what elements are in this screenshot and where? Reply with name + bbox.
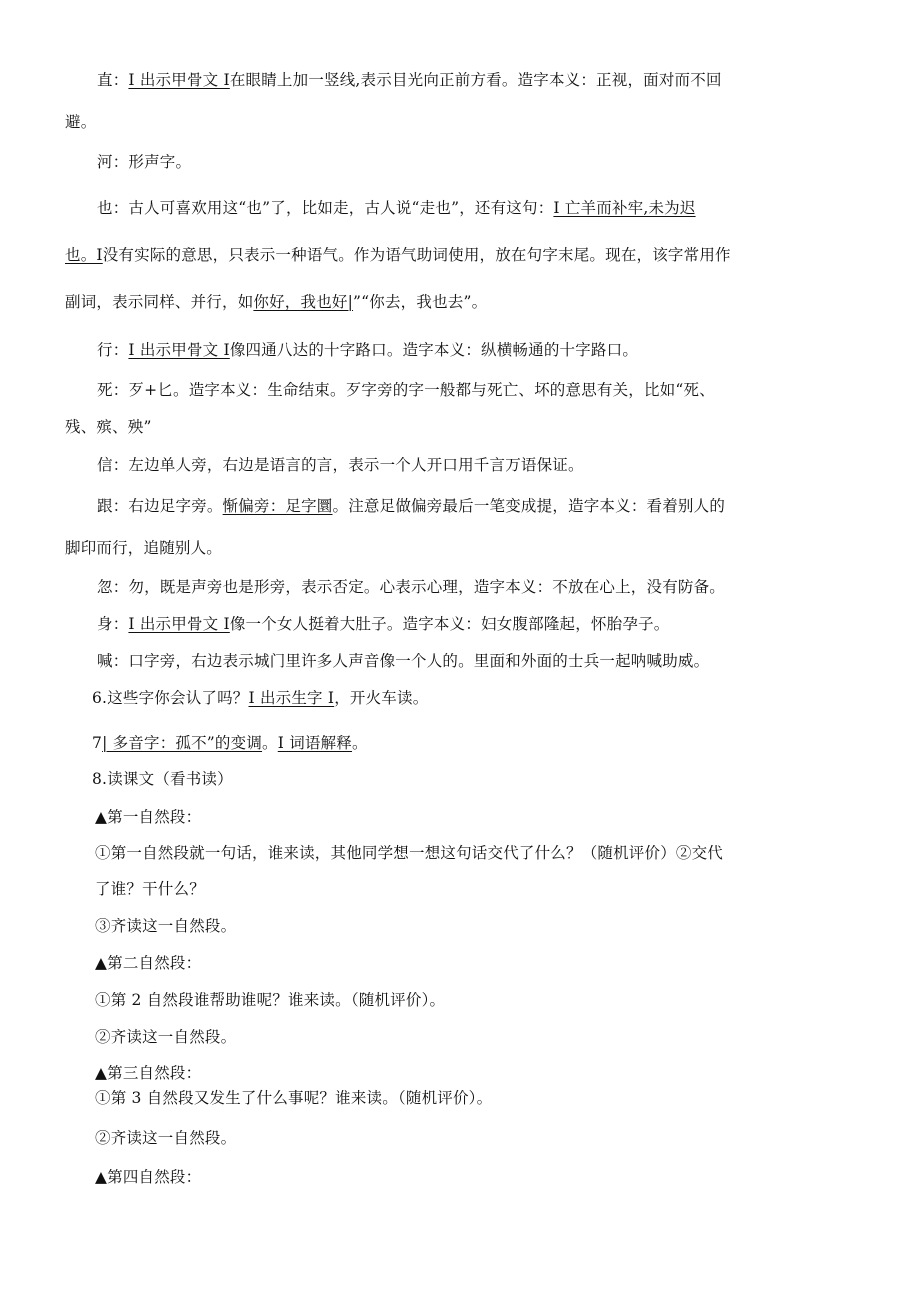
text: 像一个女人挺着大肚子。造字本义：妇女腹部隆起，怀胎孕子。: [229, 615, 670, 633]
line-p2-q2: ②齐读这一自然段。: [95, 1028, 237, 1046]
text: ，开火车读。: [334, 689, 429, 707]
line-ye-cont-1: [65, 245, 731, 265]
line-si-cont: 残、殡、殃”: [65, 418, 152, 436]
line-p1-q1: ①第一自然段就一句话，谁来读，其他同学想一想这句话交代了什么？（随机评价）②交代: [95, 844, 724, 862]
section-heading-2: ▲第二自然段：: [95, 954, 202, 972]
text: 。: [262, 734, 278, 752]
line-si: 死：歹+匕。造字本义：生命结束。歹字旁的字一般都与死亡、坏的意思有关，比如“死、: [97, 381, 715, 399]
text: ”“你去，我也去”。: [353, 293, 488, 311]
text: 没有实际的意思，只表示一种语气。作为语气助词使用，放在句字末尾。现在，该字常用作: [102, 246, 731, 264]
line-p1-q1-cont: 了谁？干什么？: [95, 880, 205, 898]
line-zhi: [97, 70, 722, 90]
text: 行：: [97, 341, 129, 359]
text: 6.这些字你会认了吗？: [92, 689, 249, 707]
line-xing: [97, 340, 638, 360]
line-p3-q2: ②齐读这一自然段。: [95, 1129, 237, 1147]
section-heading-3: ▲第三自然段：: [95, 1064, 202, 1082]
text: 7: [92, 734, 103, 752]
underlined-text: I 词语解释: [277, 734, 353, 752]
text: 直：: [97, 71, 129, 89]
section-heading-1: ▲第一自然段：: [95, 808, 202, 826]
line-hu: 忽：勿，既是声旁也是形旁，表示否定。心表示心理，造字本义：不放在心上，没有防备。: [97, 578, 726, 596]
line-zhi-cont: 避。: [65, 113, 97, 131]
text: 在眼睛上加一竖线,表示目光向正前方看。造字本义：正视，面对而不回: [229, 71, 722, 89]
line-han: 喊：口字旁，右边表示城门里许多人声音像一个人的。里面和外面的士兵一起呐喊助威。: [97, 652, 710, 670]
line-p2-q1: ①第 2 自然段谁帮助谁呢？谁来读。（随机评价）。: [95, 991, 446, 1009]
line-ye-cont-2: [65, 292, 487, 312]
text: 也：古人可喜欢用这“也”了，比如走，古人说“走也”，还有这句：: [97, 199, 554, 217]
text: 跟：右边足字旁。: [97, 497, 223, 515]
text: 。注意足做偏旁最后一笔变成提，造字本义：看着别人的: [332, 497, 726, 515]
underlined-text: I 出示甲骨文 I: [128, 341, 230, 359]
line-gen: [97, 496, 725, 516]
underlined-text: 惭偏旁：足字圜: [222, 497, 333, 515]
underlined-text: | 多音字：孤不”的变调: [102, 734, 263, 752]
line-item-6: [92, 688, 428, 708]
line-item-8: 8.读课文（看书读）: [92, 770, 233, 788]
underlined-text: I 出示甲骨文 I: [128, 615, 230, 633]
line-he: 河：形声字。: [97, 153, 192, 171]
underlined-text: I 出示甲骨文 I: [128, 71, 230, 89]
line-ye: [97, 198, 696, 218]
text: 。: [352, 734, 368, 752]
underlined-text: I 亡羊而补牢,未为迟: [553, 199, 696, 217]
line-gen-cont: 脚印而行，追随别人。: [65, 539, 223, 557]
line-shen: [97, 614, 669, 634]
underlined-text: 你好，我也好|: [253, 293, 354, 311]
line-item-7: [92, 733, 368, 753]
underlined-text: I 出示生字 I: [248, 689, 335, 707]
text: 像四通八达的十字路口。造字本义：纵横畅通的十字路口。: [229, 341, 639, 359]
text: 身：: [97, 615, 129, 633]
text: 副词，表示同样、并行，如: [65, 293, 254, 311]
underlined-text: 也。I: [65, 246, 103, 264]
line-p1-q3: ③齐读这一自然段。: [95, 917, 237, 935]
line-p3-q1: ①第 3 自然段又发生了什么事呢？谁来读。（随机评价）。: [95, 1089, 493, 1107]
section-heading-4: ▲第四自然段：: [95, 1168, 202, 1186]
line-xin: 信：左边单人旁，右边是语言的言，表示一个人开口用千言万语保证。: [97, 456, 584, 474]
